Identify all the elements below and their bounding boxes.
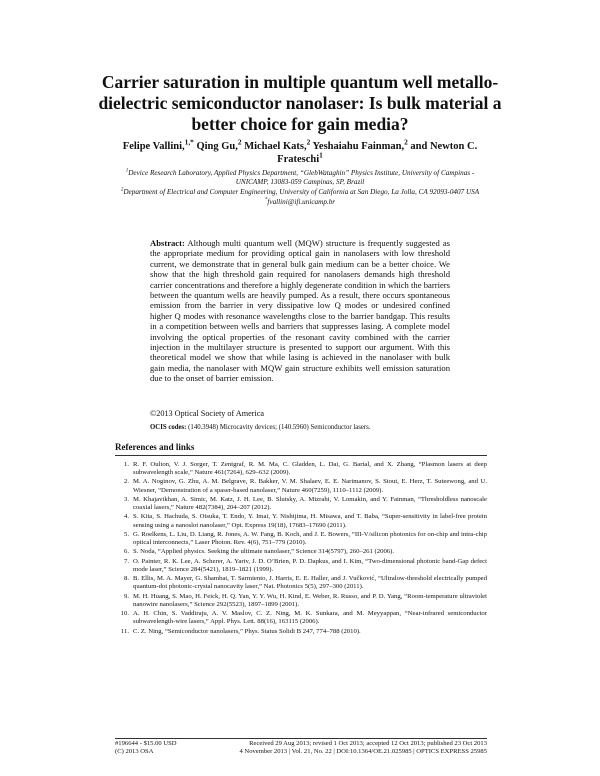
author-email[interactable]: *fvallini@ifi.unicamp.br [264, 197, 336, 206]
manuscript-id: #196644 - $15.00 USD [115, 740, 177, 747]
author: and Newton C. Frateschi$^1$ [277, 141, 478, 165]
footer-copyright: (C) 2013 OSA [115, 748, 154, 756]
page-footer [115, 740, 487, 757]
author: Qing Gu,$^2$ [193, 137, 242, 152]
reference-item: 1. R. F. Oulton, V. J. Sorger, T. Zentgraf, R. M. Ma, C. Gladden, L. Dai, G. Bartal, and X. Zhang, “Plasmon lasers at deep subwavelength scale,” Nature 461(7264), 629–632 (2009). [123, 461, 487, 477]
reference-item: 10. A. H. Chin, S. Vaddiraju, A. V. Maslov, C. Z. Ning, M. K. Sunkara, and M. Meyyappan, “Near-infrared semiconductor subwavelength-wire lasers,” Appl. Phys. Lett. 88(16), 163115 (2006). [120, 610, 487, 626]
affiliations [115, 169, 485, 208]
affiliation: $^2$Department of Electrical and Computer Engineering, University of California at San Diego, La Jolla, CA 92093-0407 USA [120, 187, 480, 196]
ocis-codes: OCIS codes: (140.3948) Microcavity devices; (140.5960) Semiconductor lasers. [150, 424, 371, 431]
references-heading: References and links [115, 442, 195, 452]
references-divider [115, 455, 487, 456]
references-list [115, 461, 487, 637]
reference-item: 3. M. Khajavikhan, A. Simic, M. Katz, J. H. Lee, B. Slutsky, A. Mizrahi, V. Lomakin, and Y. Fainman, “Thresholdless nanoscale coaxial lasers,” Nature 482(7384), 204–207 (2012). [123, 495, 487, 512]
reference-item: 11. C. Z. Ning, “Semiconductor nanolasers,” Phys. Status Solidi B 247, 774–788 (2010). [120, 627, 361, 635]
reference-item: 6. S. Noda, “Applied physics. Seeking the ultimate nanolaser,” Science 314(5797), 260–261 (2006). [123, 548, 395, 556]
abstract-text: Although multi quantum well (MQW) structure is frequently suggested as the appropriate medium for providing optical gain in nanolasers with low threshold current, we demonstrate that in general bulk gain medium can be a better choice. We show that the high threshold gain required for nanolasers demands high threshold carrier concentrations and therefore a highly degenerate condition in which the barriers between the quantum wells are heavily pumped. As a result, there occurs spontaneous emission from the barrier in very dissipative low Q modes or undesired confined higher Q modes with resonance wavelengths close to the barrier bandgap. This results in a competition between wells and barriers that suppresses lasing. A complete model involving the optical properties of the resonant cavity combined with the carrier injection in the multilayer structure is presented to support our argument. With this theoretical model we show that while lasing is achieved in the nanolaser with bulk gain media, the nanolaser with MQW gain structure exhibits well emission saturation due to the onset of barrier emission. [150, 238, 450, 384]
abstract [150, 238, 450, 384]
footer-divider [115, 738, 487, 739]
affiliation: $^1$Device Research Laboratory, Applied Physics Department, “GlebWataghin” Physics Institute, University of Campinas - UNICAMP, 13083-059 Campinas, SP, Brazil [125, 168, 475, 186]
reference-item: 9. M. H. Huang, S. Mao, H. Feick, H. Q. Yan, Y. Y. Wu, H. Kind, E. Weber, R. Russo, and P. D. Yang, “Room-temperature ultraviolet nanowire nanolasers,” Science 292(5523), 1897–1899 (2001). [123, 592, 487, 608]
author-list [110, 137, 490, 166]
copyright-notice: ©2013 Optical Society of America [150, 409, 264, 418]
author: Felipe Vallini,$^{1,*}$ [122, 137, 194, 152]
reference-item: 2. M. A. Noginov, G. Zhu, A. M. Belgrave, R. Bakker, V. M. Shalaev, E. E. Narimanov, S. Stout, E. Herz, T. Suteewong, and U. Wiesner, “Demonstration of a spaser-based nanolaser,” Nature 460(7259), 1110–1112 (2009). [123, 478, 487, 494]
journal-citation: 4 November 2013 | Vol. 21, No. 22 | DOI:10.1364/OE.21.025985 | OPTICS EXPRESS 25985 [239, 748, 487, 756]
publication-history: Received 29 Aug 2013; revised 1 Oct 2013; accepted 12 Oct 2013; published 23 Oct 2013 [249, 740, 487, 747]
author: Michael Kats,$^2$ [241, 137, 311, 152]
paper-title: Carrier saturation in multiple quantum well metallo-dielectric semiconductor nanolaser: Is bulk material a better choice for gain media? [98, 72, 502, 134]
reference-item: 4. S. Kita, S. Hachuda, S. Otsuka, T. Endo, Y. Imai, Y. Nishijima, H. Misawa, and T. Baba, “Super-sensitivity in label-free protein sensing using a nanoslot nanolaser,” Opt. Express 19(18), 17683–17690 (2011). [123, 513, 487, 529]
reference-item: 5. G. Roelkens, L. Liu, D. Liang, R. Jones, A. W. Fang, B. Koch, and J. E. Bowers, “III-V/silicon photonics for on-chip and intra-chip optical interconnects,” Laser Photon. Rev. 4(6), 751–779 (2010). [123, 530, 487, 547]
reference-item: 7. O. Painter, R. K. Lee, A. Scherer, A. Yariv, J. D. O’Brien, P. D. Dapkus, and I. Kim, “Two-dimensional photonic band-Gap defect mode laser,” Science 284(5421), 1819–1821 (1999). [123, 557, 487, 573]
author: Yeshaiahu Fainman,$^2$ [310, 137, 408, 152]
abstract-label: Abstract: [150, 238, 185, 248]
reference-item: 8. B. Ellis, M. A. Mayer, G. Shambat, T. Sarmiento, J. Harris, E. E. Haller, and J. Vučković, “Ultralow-threshold electrically pumped quantum-dot photonic-crystal nanocavity laser,” Nat. Photonics 5(5), 297–300 (2011). [123, 575, 487, 591]
